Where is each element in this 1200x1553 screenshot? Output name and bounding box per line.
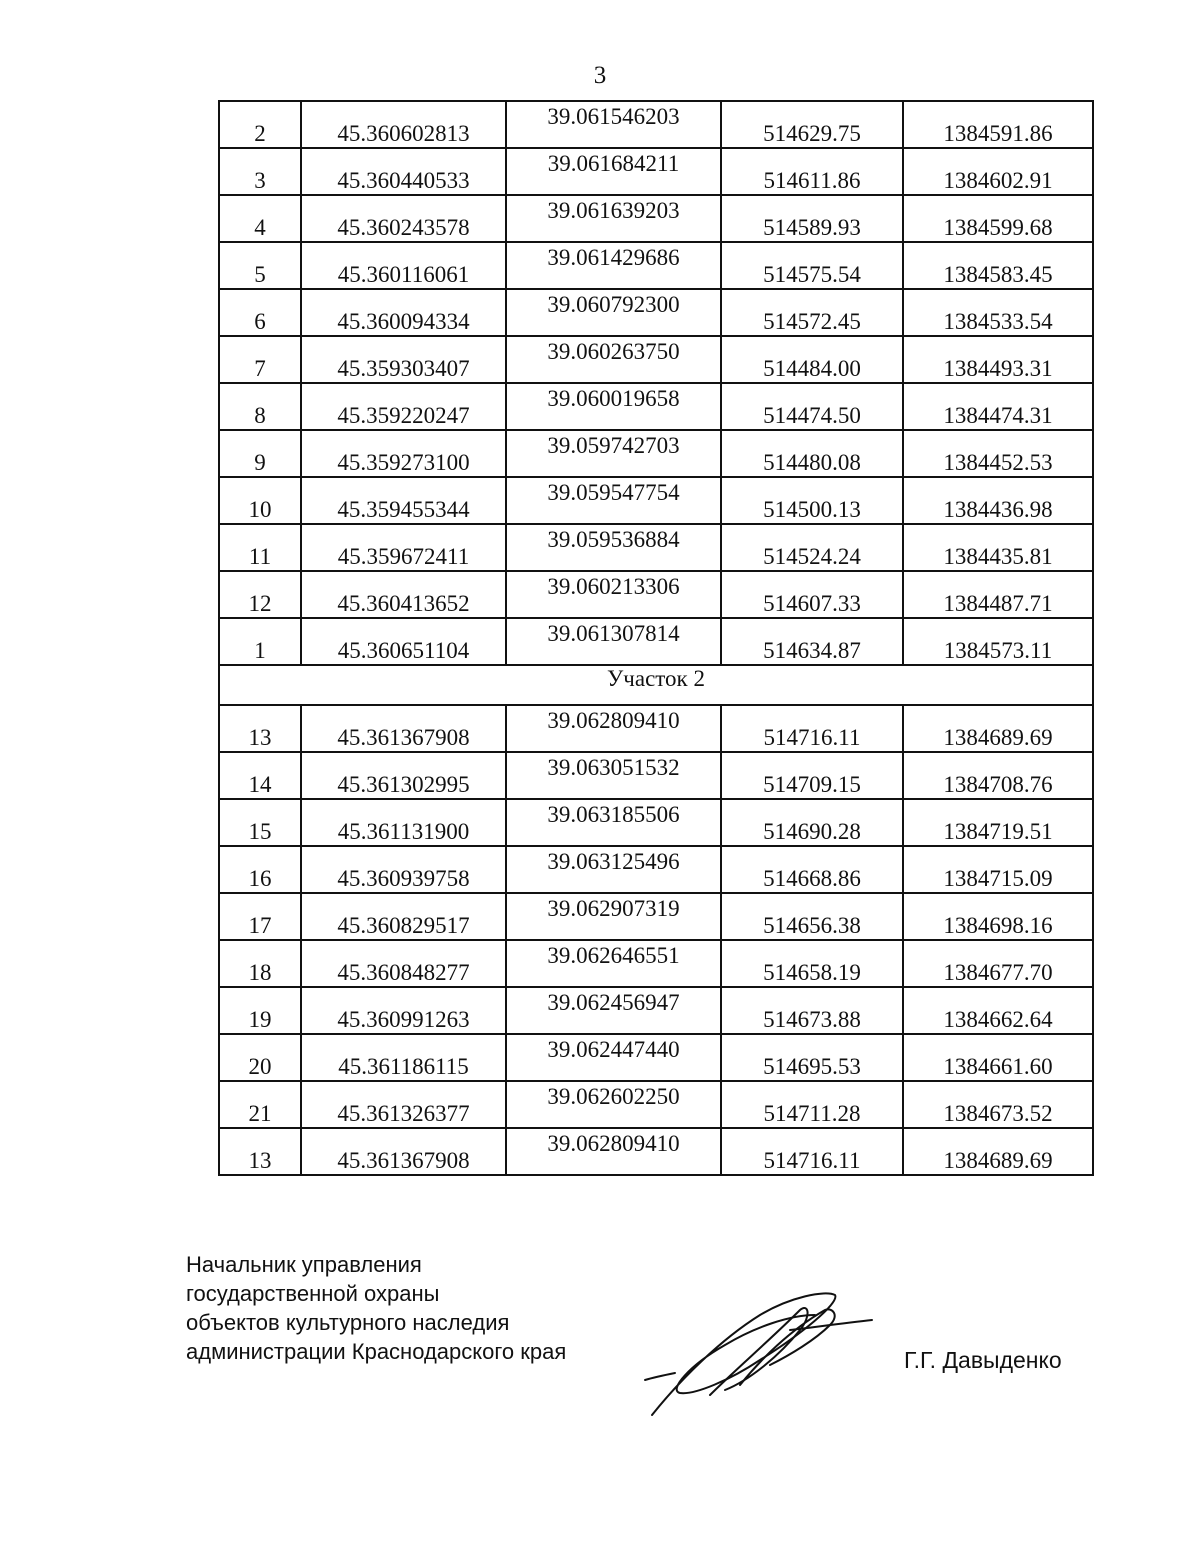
table-row (219, 1081, 1093, 1128)
point-number-cell: 3 (219, 148, 301, 195)
longitude-cell: 39.061546203 (506, 101, 721, 148)
longitude-cell: 39.061639203 (506, 195, 721, 242)
point-number-cell: 1 (219, 618, 301, 665)
x-coordinate-cell: 514611.86 (721, 148, 903, 195)
point-number-cell: 21 (219, 1081, 301, 1128)
table-row (219, 752, 1093, 799)
x-coordinate-cell: 514658.19 (721, 940, 903, 987)
x-coordinate-cell: 514474.50 (721, 383, 903, 430)
table-row (219, 148, 1093, 195)
point-number-cell: 9 (219, 430, 301, 477)
latitude-cell: 45.360094334 (301, 289, 506, 336)
latitude-cell: 45.360651104 (301, 618, 506, 665)
longitude-cell: 39.063125496 (506, 846, 721, 893)
table-row (219, 336, 1093, 383)
signature-block (186, 1250, 566, 1366)
signatory-position-line: государственной охраны (186, 1281, 440, 1306)
point-number-cell: 18 (219, 940, 301, 987)
x-coordinate-cell: 514716.11 (721, 1128, 903, 1175)
y-coordinate-cell: 1384474.31 (903, 383, 1093, 430)
point-number-cell: 19 (219, 987, 301, 1034)
x-coordinate-cell: 514500.13 (721, 477, 903, 524)
longitude-cell: 39.063051532 (506, 752, 721, 799)
longitude-cell: 39.062809410 (506, 705, 721, 752)
y-coordinate-cell: 1384708.76 (903, 752, 1093, 799)
x-coordinate-cell: 514668.86 (721, 846, 903, 893)
table-row (219, 618, 1093, 665)
point-number-cell: 11 (219, 524, 301, 571)
latitude-cell: 45.361186115 (301, 1034, 506, 1081)
y-coordinate-cell: 1384689.69 (903, 1128, 1093, 1175)
longitude-cell: 39.060263750 (506, 336, 721, 383)
latitude-cell: 45.359455344 (301, 477, 506, 524)
y-coordinate-cell: 1384436.98 (903, 477, 1093, 524)
point-number-cell: 10 (219, 477, 301, 524)
point-number-cell: 6 (219, 289, 301, 336)
table-row (219, 987, 1093, 1034)
signatory-position-line: объектов культурного наследия (186, 1310, 510, 1335)
longitude-cell: 39.059536884 (506, 524, 721, 571)
latitude-cell: 45.360829517 (301, 893, 506, 940)
table-row (219, 1034, 1093, 1081)
x-coordinate-cell: 514673.88 (721, 987, 903, 1034)
y-coordinate-cell: 1384698.16 (903, 893, 1093, 940)
point-number-cell: 12 (219, 571, 301, 618)
table-row (219, 893, 1093, 940)
y-coordinate-cell: 1384602.91 (903, 148, 1093, 195)
latitude-cell: 45.360848277 (301, 940, 506, 987)
table-row (219, 383, 1093, 430)
y-coordinate-cell: 1384719.51 (903, 799, 1093, 846)
point-number-cell: 15 (219, 799, 301, 846)
y-coordinate-cell: 1384573.11 (903, 618, 1093, 665)
latitude-cell: 45.361326377 (301, 1081, 506, 1128)
point-number-cell: 5 (219, 242, 301, 289)
section-header-row (219, 665, 1093, 705)
y-coordinate-cell: 1384435.81 (903, 524, 1093, 571)
coordinates-table-body (219, 101, 1093, 1175)
latitude-cell: 45.360440533 (301, 148, 506, 195)
y-coordinate-cell: 1384677.70 (903, 940, 1093, 987)
longitude-cell: 39.063185506 (506, 799, 721, 846)
x-coordinate-cell: 514589.93 (721, 195, 903, 242)
point-number-cell: 14 (219, 752, 301, 799)
longitude-cell: 39.061684211 (506, 148, 721, 195)
table-row (219, 289, 1093, 336)
point-number-cell: 13 (219, 705, 301, 752)
table-row (219, 1128, 1093, 1175)
x-coordinate-cell: 514656.38 (721, 893, 903, 940)
x-coordinate-cell: 514607.33 (721, 571, 903, 618)
point-number-cell: 13 (219, 1128, 301, 1175)
table-row (219, 940, 1093, 987)
point-number-cell: 4 (219, 195, 301, 242)
table-row (219, 430, 1093, 477)
table-row (219, 524, 1093, 571)
longitude-cell: 39.062809410 (506, 1128, 721, 1175)
point-number-cell: 2 (219, 101, 301, 148)
section-title: Участок 2 (219, 665, 1093, 705)
x-coordinate-cell: 514575.54 (721, 242, 903, 289)
table-row (219, 195, 1093, 242)
y-coordinate-cell: 1384689.69 (903, 705, 1093, 752)
signatory-position-line: Начальник управления (186, 1252, 422, 1277)
table-row (219, 242, 1093, 289)
table-row (219, 571, 1093, 618)
y-coordinate-cell: 1384599.68 (903, 195, 1093, 242)
point-number-cell: 20 (219, 1034, 301, 1081)
signer-name: Г.Г. Давыденко (904, 1347, 1062, 1373)
longitude-cell: 39.062907319 (506, 893, 721, 940)
longitude-cell: 39.062602250 (506, 1081, 721, 1128)
x-coordinate-cell: 514709.15 (721, 752, 903, 799)
table-row (219, 799, 1093, 846)
y-coordinate-cell: 1384715.09 (903, 846, 1093, 893)
point-number-cell: 16 (219, 846, 301, 893)
latitude-cell: 45.361367908 (301, 1128, 506, 1175)
coordinates-table (218, 100, 1094, 1176)
y-coordinate-cell: 1384493.31 (903, 336, 1093, 383)
latitude-cell: 45.361302995 (301, 752, 506, 799)
y-coordinate-cell: 1384591.86 (903, 101, 1093, 148)
point-number-cell: 17 (219, 893, 301, 940)
y-coordinate-cell: 1384452.53 (903, 430, 1093, 477)
y-coordinate-cell: 1384673.52 (903, 1081, 1093, 1128)
x-coordinate-cell: 514695.53 (721, 1034, 903, 1081)
longitude-cell: 39.062447440 (506, 1034, 721, 1081)
latitude-cell: 45.360413652 (301, 571, 506, 618)
x-coordinate-cell: 514634.87 (721, 618, 903, 665)
x-coordinate-cell: 514629.75 (721, 101, 903, 148)
table-row (219, 477, 1093, 524)
longitude-cell: 39.060213306 (506, 571, 721, 618)
x-coordinate-cell: 514524.24 (721, 524, 903, 571)
latitude-cell: 45.359303407 (301, 336, 506, 383)
y-coordinate-cell: 1384661.60 (903, 1034, 1093, 1081)
y-coordinate-cell: 1384487.71 (903, 571, 1093, 618)
latitude-cell: 45.359273100 (301, 430, 506, 477)
longitude-cell: 39.059742703 (506, 430, 721, 477)
longitude-cell: 39.061429686 (506, 242, 721, 289)
latitude-cell: 45.359220247 (301, 383, 506, 430)
latitude-cell: 45.361367908 (301, 705, 506, 752)
latitude-cell: 45.360991263 (301, 987, 506, 1034)
x-coordinate-cell: 514690.28 (721, 799, 903, 846)
point-number-cell: 7 (219, 336, 301, 383)
x-coordinate-cell: 514572.45 (721, 289, 903, 336)
longitude-cell: 39.062646551 (506, 940, 721, 987)
table-row (219, 101, 1093, 148)
longitude-cell: 39.059547754 (506, 477, 721, 524)
x-coordinate-cell: 514711.28 (721, 1081, 903, 1128)
latitude-cell: 45.360116061 (301, 242, 506, 289)
longitude-cell: 39.062456947 (506, 987, 721, 1034)
x-coordinate-cell: 514484.00 (721, 336, 903, 383)
table-row (219, 705, 1093, 752)
signatory-position-line: администрации Краснодарского края (186, 1339, 567, 1364)
x-coordinate-cell: 514716.11 (721, 705, 903, 752)
latitude-cell: 45.360939758 (301, 846, 506, 893)
table-row (219, 846, 1093, 893)
y-coordinate-cell: 1384533.54 (903, 289, 1093, 336)
y-coordinate-cell: 1384662.64 (903, 987, 1093, 1034)
longitude-cell: 39.060019658 (506, 383, 721, 430)
latitude-cell: 45.359672411 (301, 524, 506, 571)
latitude-cell: 45.360602813 (301, 101, 506, 148)
latitude-cell: 45.360243578 (301, 195, 506, 242)
y-coordinate-cell: 1384583.45 (903, 242, 1093, 289)
x-coordinate-cell: 514480.08 (721, 430, 903, 477)
page-number: 3 (593, 62, 607, 89)
latitude-cell: 45.361131900 (301, 799, 506, 846)
longitude-cell: 39.061307814 (506, 618, 721, 665)
point-number-cell: 8 (219, 383, 301, 430)
longitude-cell: 39.060792300 (506, 289, 721, 336)
handwritten-signature (640, 1285, 880, 1420)
